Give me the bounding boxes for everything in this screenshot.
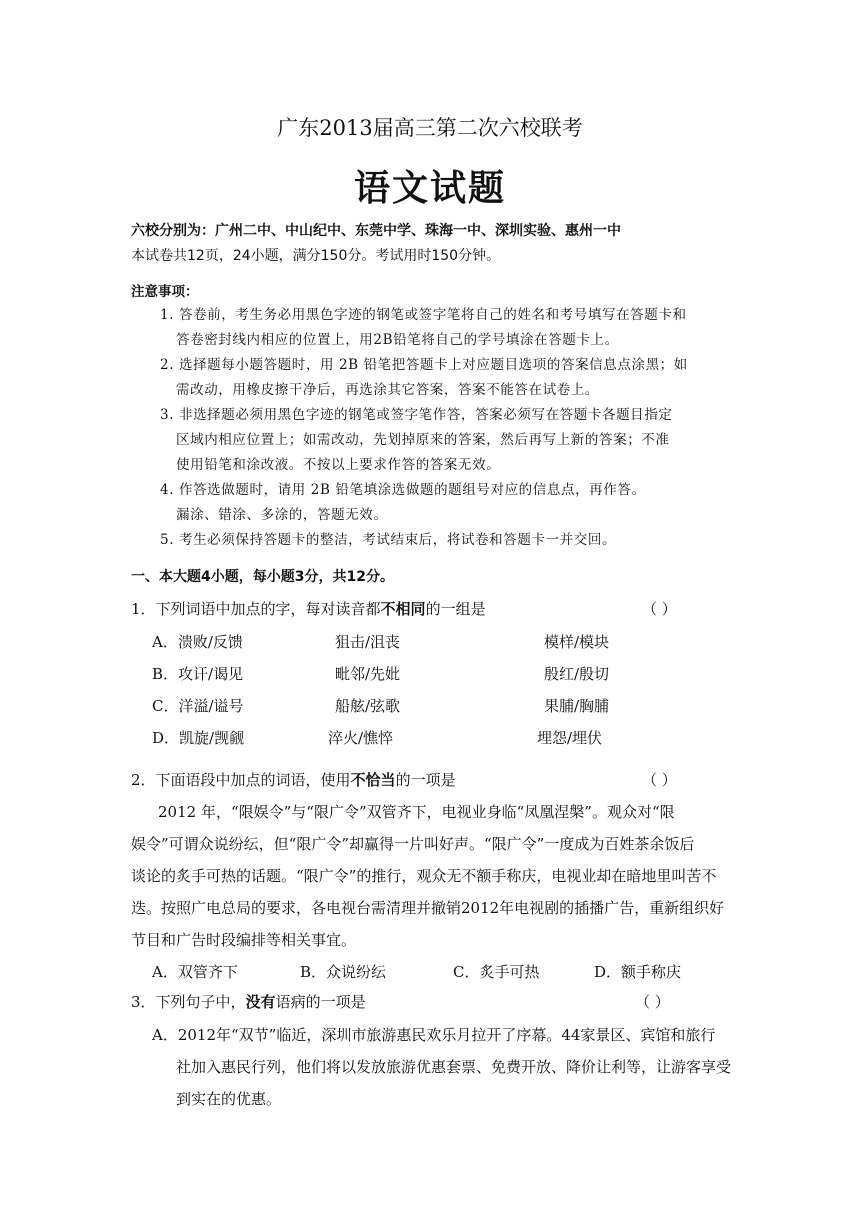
option-cell: 埋怨/埋伏 bbox=[537, 729, 603, 747]
passage-line: 谈论的炙手可热的话题。“限广令”的推行，观众无不额手称庆，电视业却在暗地里叫苦不 bbox=[131, 867, 717, 885]
option-cell: C．炙手可热 bbox=[453, 963, 540, 981]
section-heading: 一、本大题4小题，每小题3分，共12分。 bbox=[131, 569, 394, 585]
stem-text: 3．下列句子中， bbox=[131, 993, 246, 1011]
stem-emphasis: 没有 bbox=[245, 993, 276, 1011]
notice-line: 区域内相应位置上；如需改动，先划掉原来的答案，然后再写上新的答案；不准 bbox=[176, 432, 670, 448]
exam-info: 本试卷共12页，24小题，满分150分。考试用时150分钟。 bbox=[131, 248, 501, 264]
question-2-stem bbox=[131, 769, 456, 790]
option-cell: 果脯/胸脯 bbox=[544, 697, 610, 715]
notice-line: 5. 考生必须保持答题卡的整洁，考试结束后，将试卷和答题卡一并交回。 bbox=[160, 532, 617, 548]
option-cell: 船舷/弦歌 bbox=[335, 697, 401, 715]
option-cell: A．溃败/反馈 bbox=[152, 633, 243, 651]
option-line: A．2012年“双节”临近，深圳市旅游惠民欢乐月拉开了序幕。44家景区、宾馆和旅行 bbox=[152, 1026, 716, 1044]
notice-heading: 注意事项： bbox=[131, 284, 199, 300]
passage-line: 娱令”可谓众说纷纭，但“限广令”却赢得一片叫好声。“限广令”一度成为百姓茶余饭后 bbox=[131, 835, 695, 853]
passage-line: 节目和广告时段编排等相关事宜。 bbox=[131, 931, 357, 949]
subject-title: 语文试题 bbox=[353, 167, 506, 209]
schools-line: 六校分别为：广州二中、中山纪中、东莞中学、珠海一中、深圳实验、惠州一中 bbox=[131, 223, 621, 239]
notice-line: 2. 选择题每小题答题时，用 2B 铅笔把答题卡上对应题目选项的答案信息点涂黑；如 bbox=[160, 357, 688, 373]
question-1-stem bbox=[131, 598, 486, 619]
question-3-stem bbox=[131, 991, 366, 1012]
notice-line: 需改动，用橡皮擦干净后，再选涂其它答案，答案不能答在试卷上。 bbox=[176, 382, 599, 398]
option-cell: D．额手称庆 bbox=[594, 963, 682, 981]
notice-line: 4. 作答选做题时，请用 2B 铅笔填涂选做题的题组号对应的信息点，再作答。 bbox=[160, 482, 646, 498]
answer-paren[interactable]: （ ） bbox=[635, 993, 670, 1011]
passage-line: 迭。按照广电总局的要求，各电视台需清理并撤销2012年电视剧的插播广告，重新组织好 bbox=[131, 899, 725, 917]
stem-text: 1．下列词语中加点的字，每对读音都 bbox=[131, 600, 381, 618]
option-cell: 模样/模块 bbox=[544, 633, 610, 651]
answer-paren[interactable]: （ ） bbox=[642, 600, 677, 618]
exam-title: 广东2013届高三第二次六校联考 bbox=[277, 116, 583, 140]
notice-line: 1. 答卷前，考生务必用黑色字迹的钢笔或签字笔将自己的姓名和考号填写在答题卡和 bbox=[160, 307, 687, 323]
stem-text: 2．下面语段中加点的词语，使用 bbox=[131, 771, 351, 789]
option-cell: B．攻讦/谒见 bbox=[152, 665, 244, 683]
stem-emphasis: 不相同 bbox=[380, 600, 426, 618]
answer-paren[interactable]: （ ） bbox=[642, 771, 677, 789]
notice-line: 使用铅笔和涂改液。不按以上要求作答的答案无效。 bbox=[176, 457, 501, 473]
notice-line: 答卷密封线内相应的位置上，用2B铅笔将自己的学号填涂在答题卡上。 bbox=[176, 332, 619, 348]
notice-line: 漏涂、错涂、多涂的，答题无效。 bbox=[176, 507, 388, 523]
option-line: 社加入惠民行列，他们将以发放旅游优惠套票、免费开放、降价让利等，让游客享受 bbox=[176, 1058, 732, 1076]
option-cell: B．众说纷纭 bbox=[300, 963, 387, 981]
option-cell: 狙击/沮丧 bbox=[335, 633, 401, 651]
option-cell: C．洋溢/谥号 bbox=[152, 697, 244, 715]
stem-text: 的一组是 bbox=[425, 600, 486, 618]
stem-text: 语病的一项是 bbox=[275, 993, 366, 1011]
option-cell: D．凯旋/觊觎 bbox=[152, 729, 245, 747]
option-cell: 殷红/殷切 bbox=[544, 665, 610, 683]
option-cell: A．双管齐下 bbox=[152, 963, 238, 981]
option-cell: 毗邻/先妣 bbox=[335, 665, 401, 683]
notice-line: 3. 非选择题必须用黑色字迹的钢笔或签字笔作答，答案必须写在答题卡各题目指定 bbox=[160, 407, 673, 423]
stem-text: 的一项是 bbox=[395, 771, 456, 789]
stem-emphasis: 不恰当 bbox=[350, 771, 396, 789]
option-line: 到实在的优惠。 bbox=[176, 1090, 282, 1108]
option-cell: 淬火/憔悴 bbox=[328, 729, 394, 747]
passage-line: 2012 年，“限娱令”与“限广令”双管齐下，电视业身临“凤凰涅槃”。观众对“限 bbox=[158, 803, 675, 821]
